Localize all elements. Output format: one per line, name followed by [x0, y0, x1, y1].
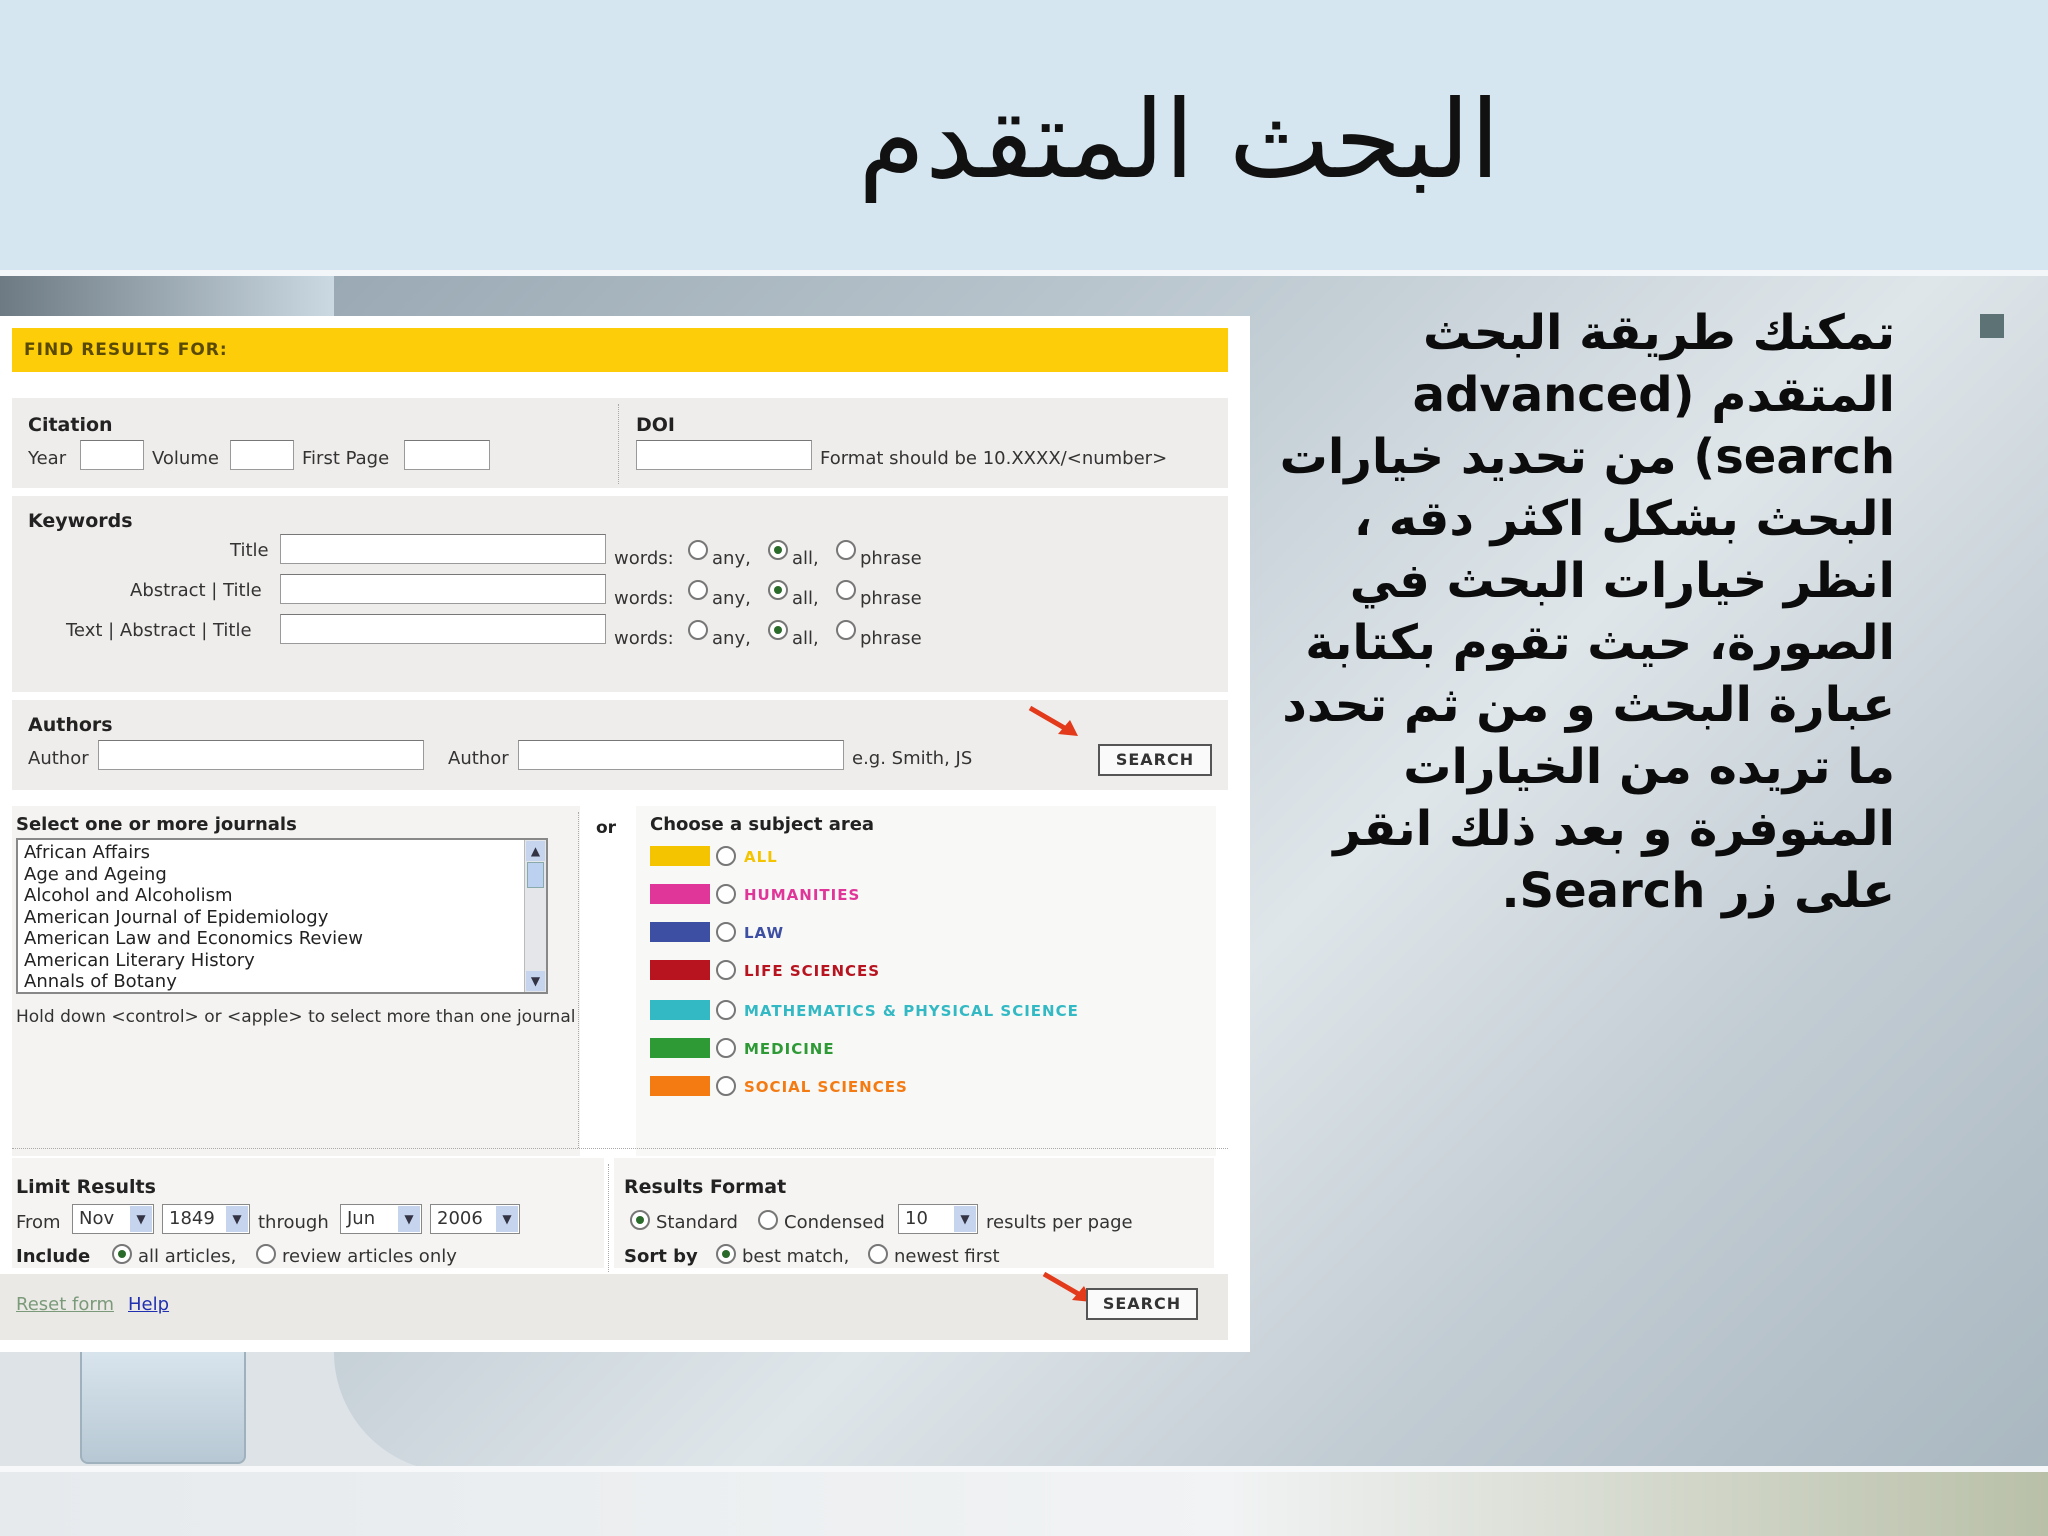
from-label: From — [16, 1212, 61, 1233]
volume-label: Volume — [152, 448, 219, 469]
standard-radio[interactable] — [630, 1210, 650, 1230]
keyword-title-input[interactable] — [280, 534, 606, 564]
doi-format-hint: Format should be 10.XXXX/<number> — [820, 448, 1168, 469]
author-label: Author — [28, 748, 89, 769]
subject-label-medicine: MEDICINE — [744, 1040, 835, 1058]
to-year-select[interactable]: 2006 ▼ — [430, 1204, 520, 1234]
author-example: e.g. Smith, JS — [852, 748, 973, 769]
subject-swatch-law — [650, 922, 710, 942]
help-link[interactable]: Help — [128, 1294, 170, 1315]
condensed-radio[interactable] — [758, 1210, 778, 1230]
keywords-heading: Keywords — [28, 510, 133, 532]
any-label: any, — [712, 548, 751, 569]
phrase-label: phrase — [860, 548, 922, 569]
keyword-text-input[interactable] — [280, 614, 606, 644]
chevron-down-icon: ▼ — [226, 1206, 248, 1232]
through-label: through — [258, 1212, 329, 1233]
reset-form-link[interactable]: Reset form — [16, 1294, 114, 1315]
chevron-down-icon: ▼ — [130, 1206, 152, 1232]
chevron-down-icon: ▼ — [398, 1206, 420, 1232]
best-match-label: best match, — [742, 1246, 850, 1267]
abstract-any-radio[interactable] — [688, 580, 708, 600]
subject-swatch-life-sciences — [650, 960, 710, 980]
subject-radio-medicine[interactable] — [716, 1038, 736, 1058]
all-label: all, — [792, 588, 819, 609]
journal-listbox[interactable] — [16, 838, 548, 994]
slide-body-text: تمكنك طريقة البحث المتقدم (advanced search) من تحديد خيارات البحث بشكل اكثر دقه ، انظر خيارات البحث في الصورة، حيث تقوم بكتابة عبارة البحث و من ثم تحدد ما تريده من الخيارات المتوفرة و بعد ذلك انقر على زر Search. — [1279, 305, 1895, 919]
subject-radio-all[interactable] — [716, 846, 736, 866]
abstract-phrase-radio[interactable] — [836, 580, 856, 600]
phrase-label: phrase — [860, 628, 922, 649]
find-results-label: FIND RESULTS FOR: — [24, 340, 228, 360]
per-page-label: results per page — [986, 1212, 1133, 1233]
text-phrase-radio[interactable] — [836, 620, 856, 640]
limit-heading: Limit Results — [16, 1176, 156, 1198]
phrase-label: phrase — [860, 588, 922, 609]
subject-label-humanities: HUMANITIES — [744, 886, 861, 904]
subjects-heading: Choose a subject area — [650, 814, 875, 835]
scroll-down-icon[interactable]: ▼ — [526, 971, 545, 991]
standard-label: Standard — [656, 1212, 738, 1233]
any-label: any, — [712, 588, 751, 609]
journal-option[interactable]: Alcohol and Alcoholism — [24, 885, 233, 906]
subject-swatch-all — [650, 846, 710, 866]
all-articles-label: all articles, — [138, 1246, 237, 1267]
words-label: words: — [614, 548, 674, 569]
section-separator — [608, 1164, 609, 1272]
keyword-abstract-input[interactable] — [280, 574, 606, 604]
search-button-top[interactable]: SEARCH — [1098, 744, 1212, 776]
authors-heading: Authors — [28, 714, 113, 736]
author-input-2[interactable] — [518, 740, 844, 770]
author-input-1[interactable] — [98, 740, 424, 770]
slide-title: البحث المتقدم — [858, 78, 1500, 203]
journal-option[interactable]: American Journal of Epidemiology — [24, 907, 329, 928]
author-label: Author — [448, 748, 509, 769]
subject-label-all: ALL — [744, 848, 778, 866]
format-section — [614, 1158, 1214, 1268]
subject-swatch-social-sciences — [650, 1076, 710, 1096]
from-year-select[interactable]: 1849 ▼ — [162, 1204, 250, 1234]
find-results-bar — [12, 328, 1228, 372]
journal-option[interactable]: African Affairs — [24, 842, 150, 863]
volume-input[interactable] — [230, 440, 294, 470]
journal-option[interactable]: American Law and Economics Review — [24, 928, 363, 949]
subject-label-life-sciences: LIFE SCIENCES — [744, 962, 881, 980]
newest-first-radio[interactable] — [868, 1244, 888, 1264]
all-label: all, — [792, 628, 819, 649]
from-month-select[interactable]: Nov ▼ — [72, 1204, 154, 1234]
bullet-icon — [1980, 314, 2004, 338]
section-separator — [12, 1148, 1228, 1149]
all-label: all, — [792, 548, 819, 569]
section-separator — [618, 404, 619, 484]
first-page-input[interactable] — [404, 440, 490, 470]
keyword-abstract-label: Abstract | Title — [130, 580, 262, 601]
text-any-radio[interactable] — [688, 620, 708, 640]
subject-radio-social-sciences[interactable] — [716, 1076, 736, 1096]
journal-option[interactable]: American Literary History — [24, 950, 255, 971]
keyword-text-label: Text | Abstract | Title — [66, 620, 252, 641]
title-phrase-radio[interactable] — [836, 540, 856, 560]
year-input[interactable] — [80, 440, 144, 470]
or-label: or — [596, 818, 617, 838]
keywords-section — [12, 496, 1228, 692]
journal-option[interactable]: Annals of Botany — [24, 971, 177, 992]
subject-label-social-sciences: SOCIAL SCIENCES — [744, 1078, 908, 1096]
subject-swatch-humanities — [650, 884, 710, 904]
listbox-scrollbar[interactable] — [524, 840, 546, 992]
subject-radio-mathematics[interactable] — [716, 1000, 736, 1020]
journals-hint: Hold down <control> or <apple> to select more than one journal — [16, 1007, 576, 1027]
citation-heading: Citation — [28, 414, 113, 436]
title-any-radio[interactable] — [688, 540, 708, 560]
sort-by-label: Sort by — [624, 1246, 698, 1267]
subject-swatch-medicine — [650, 1038, 710, 1058]
subject-label-mathematics: MATHEMATICS & PHYSICAL SCIENCE — [744, 1002, 1079, 1020]
words-label: words: — [614, 628, 674, 649]
journals-heading: Select one or more journals — [16, 814, 297, 835]
keyword-title-label: Title — [230, 540, 269, 561]
chevron-down-icon: ▼ — [954, 1206, 976, 1232]
bottom-band — [0, 1472, 2048, 1536]
doi-input[interactable] — [636, 440, 812, 470]
left-accent-strip — [0, 276, 334, 316]
journal-option[interactable]: Age and Ageing — [24, 864, 167, 885]
format-heading: Results Format — [624, 1176, 787, 1198]
any-label: any, — [712, 628, 751, 649]
condensed-label: Condensed — [784, 1212, 885, 1233]
advanced-search-screenshot — [0, 316, 1250, 1352]
newest-first-label: newest first — [894, 1246, 1000, 1267]
chevron-down-icon: ▼ — [496, 1206, 518, 1232]
subject-radio-life-sciences[interactable] — [716, 960, 736, 980]
scroll-up-icon[interactable]: ▲ — [526, 841, 545, 861]
review-only-radio[interactable] — [256, 1244, 276, 1264]
all-articles-radio[interactable] — [112, 1244, 132, 1264]
subject-swatch-mathematics — [650, 1000, 710, 1020]
doi-heading: DOI — [636, 414, 675, 436]
text-all-radio[interactable] — [768, 620, 788, 640]
form-footer — [0, 1274, 1228, 1340]
best-match-radio[interactable] — [716, 1244, 736, 1264]
words-label: words: — [614, 588, 674, 609]
first-page-label: First Page — [302, 448, 390, 469]
subject-label-law: LAW — [744, 924, 785, 942]
include-label: Include — [16, 1246, 91, 1267]
authors-section — [12, 700, 1228, 790]
subject-radio-humanities[interactable] — [716, 884, 736, 904]
scroll-thumb[interactable] — [527, 862, 544, 888]
limit-section — [12, 1158, 604, 1268]
subject-radio-law[interactable] — [716, 922, 736, 942]
per-page-select[interactable]: 10 ▼ — [898, 1204, 978, 1234]
abstract-all-radio[interactable] — [768, 580, 788, 600]
review-only-label: review articles only — [282, 1246, 457, 1267]
search-button-bottom[interactable]: SEARCH — [1086, 1288, 1198, 1320]
citation-section — [12, 398, 1228, 488]
year-label: Year — [28, 448, 67, 469]
to-month-select[interactable]: Jun ▼ — [340, 1204, 422, 1234]
section-separator — [578, 812, 579, 1148]
title-all-radio[interactable] — [768, 540, 788, 560]
red-arrow-icon — [1028, 704, 1082, 738]
